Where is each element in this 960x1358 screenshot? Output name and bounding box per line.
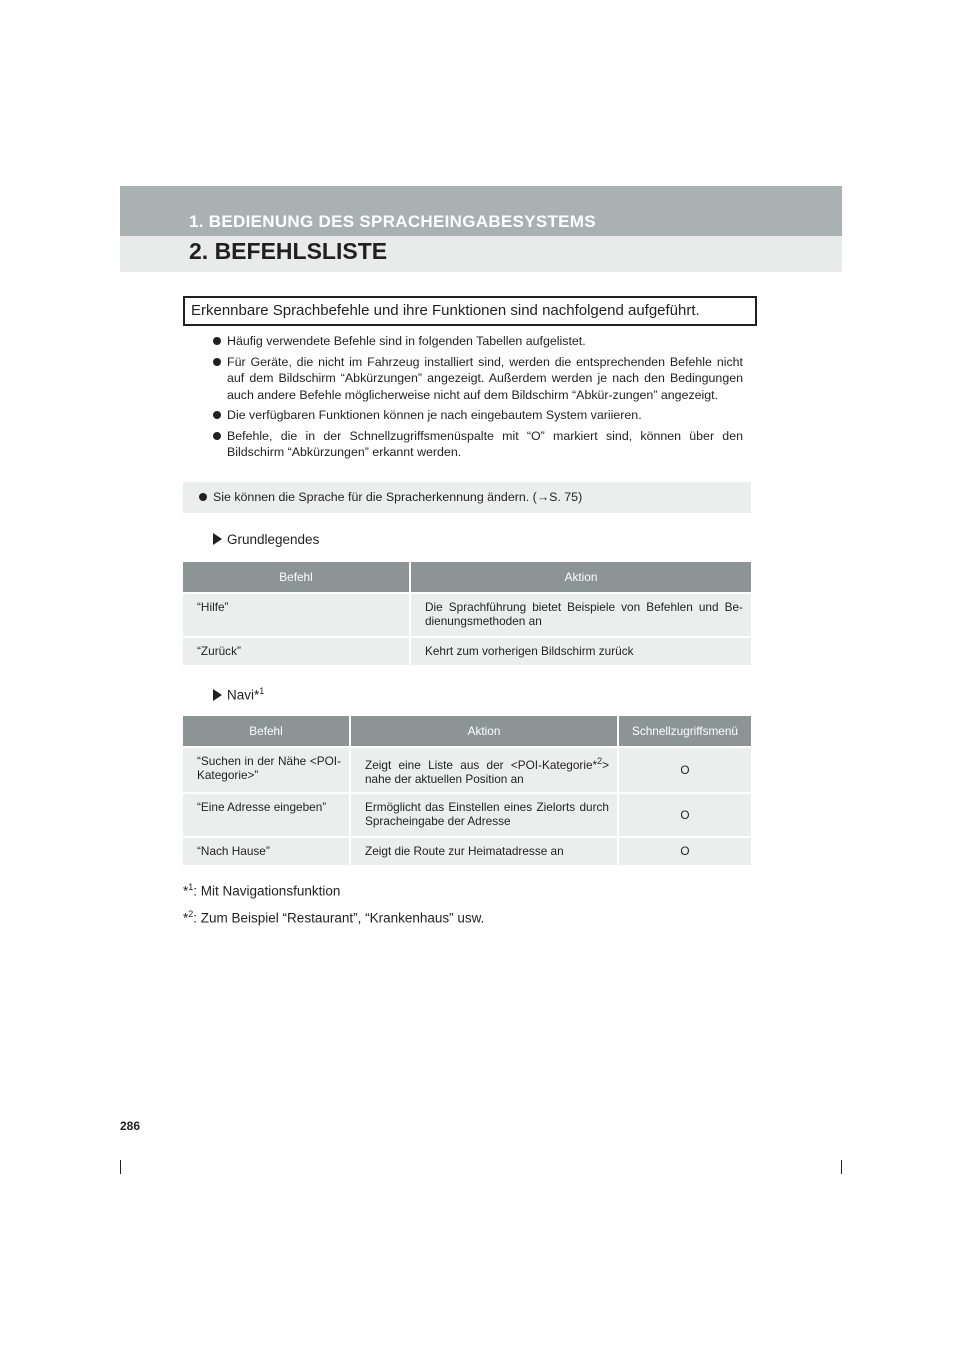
column-header: Befehl <box>183 562 410 593</box>
list-item <box>213 333 743 350</box>
quick-access-cell: O <box>618 747 751 793</box>
action-cell: Die Sprachführung bietet Beispiele von Befehlen und Be-dienungsmethoden an <box>410 593 751 637</box>
section-label: 1. BEDIENUNG DES SPRACHEINGABESYSTEMS <box>189 212 596 231</box>
subheading-label: Navi* <box>227 687 260 703</box>
bullet-icon <box>199 493 207 501</box>
intro-box: Erkennbare Sprachbefehle und ihre Funktionen sind nachfolgend aufgeführt. <box>183 296 757 326</box>
command-cell: “Hilfe” <box>183 593 410 637</box>
command-cell: “Suchen in der Nähe <POI-Kategorie>” <box>183 747 350 793</box>
table-row <box>183 747 751 793</box>
bullet-icon <box>213 358 221 366</box>
subheading-navi <box>213 686 264 703</box>
action-text: > nahe der aktuellen Position an <box>365 757 609 786</box>
note-box <box>183 482 751 513</box>
crop-mark <box>120 1160 121 1174</box>
subheading-label: Grundlegendes <box>227 532 320 547</box>
table-header-row <box>183 562 751 593</box>
bullet-list <box>213 333 743 465</box>
bullet-text: Befehle, die in der Schnellzugriffsmenüspalte mit “O” markiert sind, können über den Bildschirm “Abkürzungen” erkannt werden. <box>227 428 743 459</box>
navi-command-table <box>183 716 751 865</box>
table-row <box>183 593 751 637</box>
quick-access-cell: O <box>618 837 751 865</box>
column-header: Aktion <box>350 716 618 747</box>
action-cell: Ermöglicht das Einstellen eines Zielorts durch Spracheingabe der Adresse <box>350 793 618 837</box>
quick-access-cell: O <box>618 793 751 837</box>
bullet-text: Für Geräte, die nicht im Fahrzeug installiert sind, werden die entsprechenden Befehle nicht auf dem Bildschirm “Abkürzungen” angezeigt. Außerdem werden je nach den Bedingungen auch andere Befehle möglicherweise nicht auf dem Bildschirm “Abkür-zungen” angezeigt. <box>227 354 743 402</box>
column-header: Schnellzugriffsmenü <box>618 716 751 747</box>
table-header-row <box>183 716 751 747</box>
bullet-text: Häufig verwendete Befehle sind in folgenden Tabellen aufgelistet. <box>227 334 586 348</box>
footnote <box>183 876 484 903</box>
triangle-right-icon <box>213 533 222 545</box>
action-cell <box>350 747 618 793</box>
column-header: Aktion <box>410 562 751 593</box>
crop-mark <box>841 1160 842 1174</box>
bullet-text: Die verfügbaren Funktionen können je nach eingebautem System variieren. <box>227 408 642 422</box>
bullet-icon <box>213 337 221 345</box>
bullet-icon <box>213 432 221 440</box>
footnote-mark: * <box>183 910 189 925</box>
footnote-text: : Mit Navigationsfunktion <box>193 883 341 899</box>
footnote-ref: 1 <box>259 686 265 696</box>
basic-command-table <box>183 562 751 665</box>
bullet-icon <box>213 411 221 419</box>
list-item <box>213 354 743 404</box>
list-item <box>213 407 743 424</box>
footnote-number: 1 <box>188 882 194 892</box>
footnote-mark: * <box>183 883 189 899</box>
note-text: Sie können die Sprache für die Spracherkennung ändern. (→S. 75) <box>213 490 583 504</box>
page-title: 2. BEFEHLSLISTE <box>189 238 388 264</box>
footnotes <box>183 876 484 929</box>
command-cell: “Zurück” <box>183 637 410 665</box>
footnote-ref: 2 <box>597 756 603 766</box>
footnote <box>183 903 484 930</box>
triangle-right-icon <box>213 689 222 701</box>
action-cell: Zeigt die Route zur Heimatadresse an <box>350 837 618 865</box>
list-item <box>213 428 743 461</box>
page-number: 286 <box>120 1119 141 1133</box>
footnote-number: 2 <box>188 908 194 919</box>
command-cell: “Eine Adresse eingeben” <box>183 793 350 837</box>
table-row <box>183 793 751 837</box>
footnote-text: : Zum Beispiel “Restaurant”, “Krankenhaus” usw. <box>193 910 485 925</box>
table-row <box>183 837 751 865</box>
table-row <box>183 637 751 665</box>
subheading-basic <box>213 532 319 547</box>
action-text: Zeigt eine Liste aus der <POI-Kategorie* <box>365 757 598 772</box>
action-cell: Kehrt zum vorherigen Bildschirm zurück <box>410 637 751 665</box>
command-cell: “Nach Hause” <box>183 837 350 865</box>
column-header: Befehl <box>183 716 350 747</box>
